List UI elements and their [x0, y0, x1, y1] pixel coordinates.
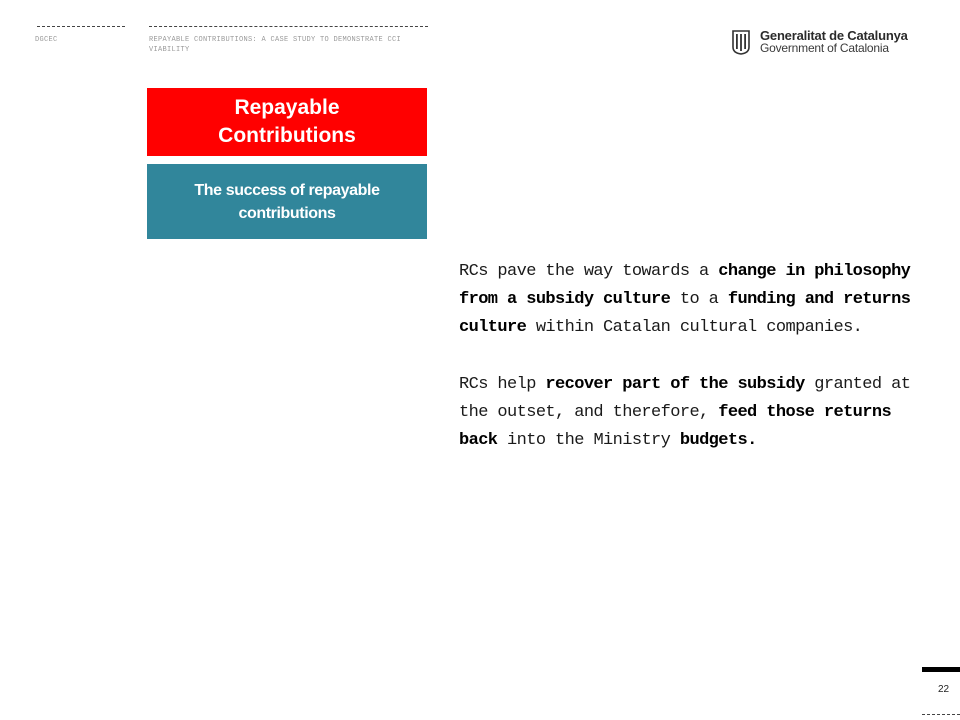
header-section-code: DGCEC — [35, 36, 58, 44]
footer-rule — [922, 714, 960, 715]
slide-title-line-2: Contributions — [218, 124, 356, 147]
logo-line-1: Generalitat de Catalunya — [760, 28, 908, 43]
body-paragraph-1: RCs pave the way towards a change in philosophy from a subsidy culture to a funding and returns culture within Catalan cultural companies. — [459, 262, 911, 338]
logo-line-2: Government of Catalonia — [760, 41, 889, 55]
page-marker-bar — [922, 667, 960, 672]
header-rule-left — [37, 26, 125, 27]
slide-title-line-1: Repayable — [234, 96, 340, 119]
slide-title-box — [147, 88, 427, 156]
body-text — [459, 258, 939, 455]
page-number: 22 — [938, 684, 950, 695]
generalitat-logo — [730, 28, 908, 56]
header-section-title: REPAYABLE CONTRIBUTIONS: A CASE STUDY TO DEMONSTRATE CCI VIABILITY — [149, 36, 402, 54]
slide-subtitle-line-1: The success of repayable — [194, 181, 380, 199]
slide-subtitle-box — [147, 164, 427, 239]
generalitat-emblem-icon — [730, 29, 752, 55]
header-rule-right — [149, 26, 428, 27]
body-paragraph-2: RCs help recover part of the subsidy granted at the outset, and therefore, feed those returns back into the Ministry budgets. — [459, 374, 911, 451]
slide-subtitle-line-2: contributions — [238, 204, 336, 222]
